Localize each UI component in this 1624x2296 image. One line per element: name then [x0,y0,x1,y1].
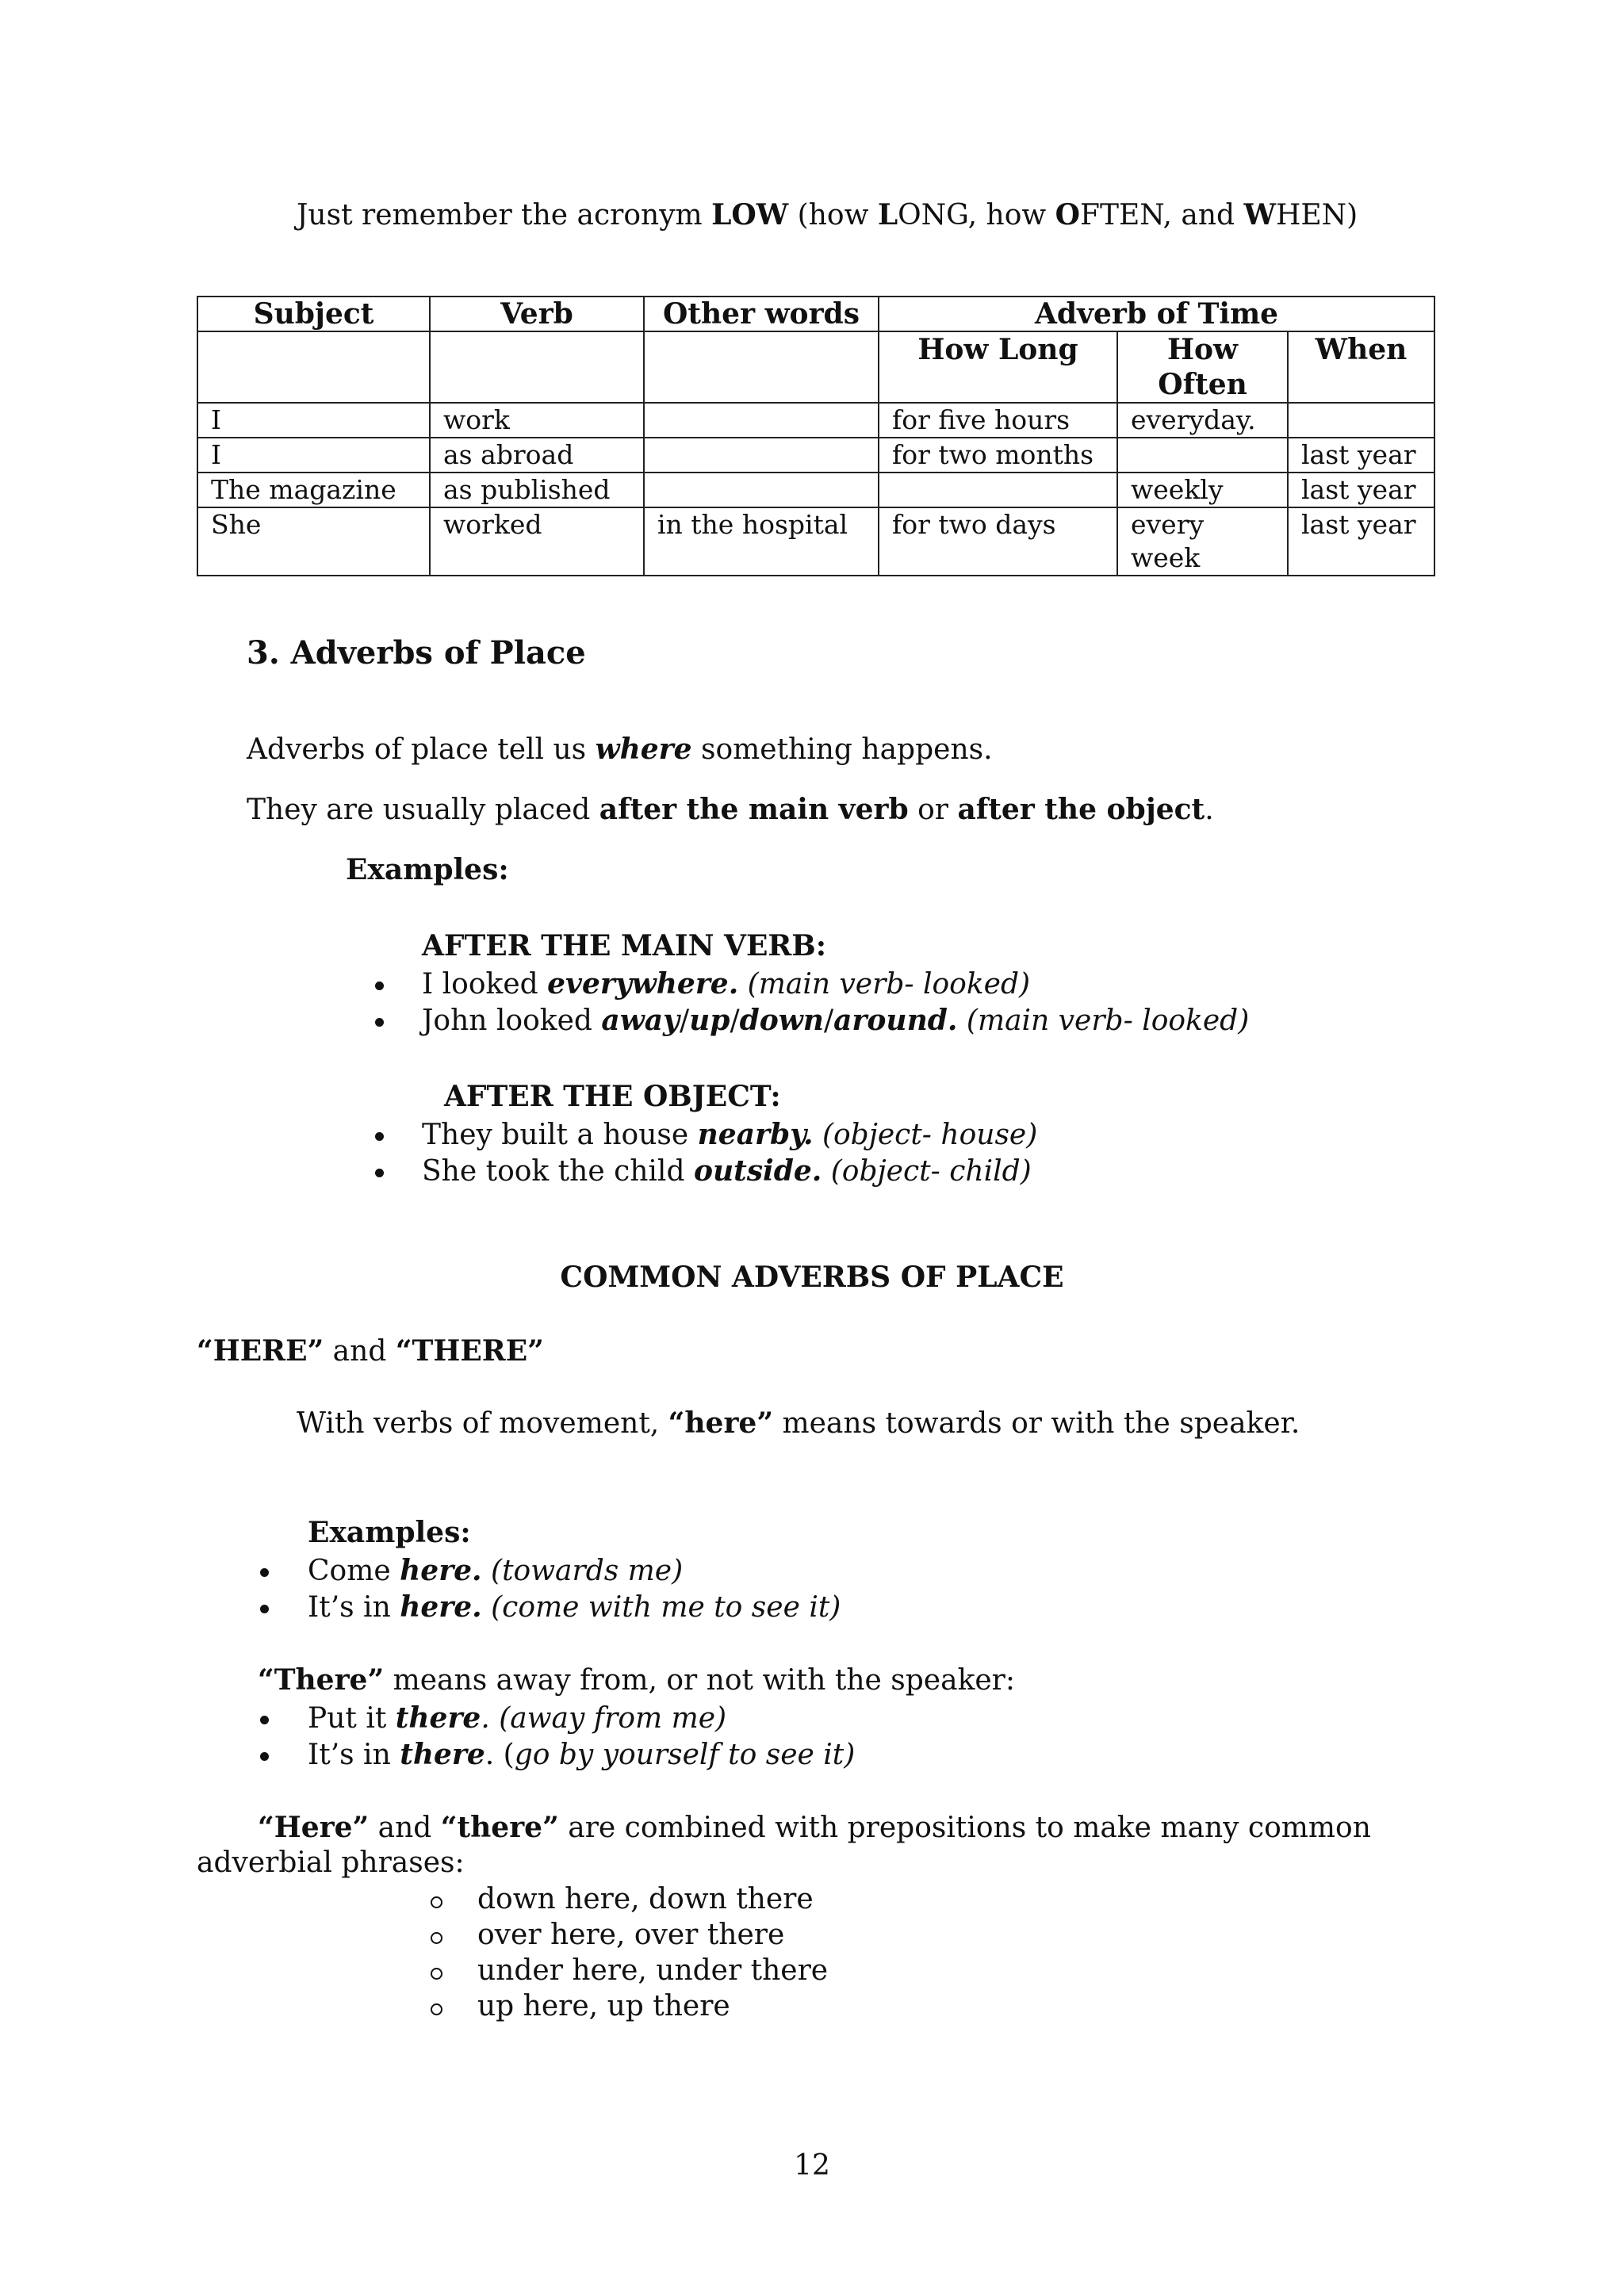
header-blank [644,331,879,403]
list-item: Put it there. (away from me) [308,1701,727,1735]
circle-bullet-icon [431,1968,442,1980]
cell-how-long: for five hours [879,403,1117,438]
cell-how-long: for two months [879,438,1117,473]
subheading-after-main-verb: AFTER THE MAIN VERB: [422,929,827,962]
cell-subject: The magazine [197,473,430,507]
list-item: Come here. (towards me) [308,1554,684,1587]
cell-when [1288,403,1434,438]
page-number: 12 [794,2149,830,2182]
table-row [197,507,1434,576]
header-verb: Verb [430,297,644,331]
paragraph: “Here” and “there” are combined with prepositions to make many common [258,1811,1371,1844]
table-row [197,473,1434,507]
bullet-icon [375,1132,384,1141]
cell-when: last year [1288,473,1434,507]
paragraph: Adverbs of place tell us where something happens. [247,733,993,766]
cell-verb: worked [430,507,644,576]
cell-how-often [1117,438,1288,473]
list-item: under here, under there [477,1954,829,1987]
paragraph: They are usually placed after the main verb or after the object. [247,793,1214,826]
header-how-often: How Often [1117,331,1288,403]
header-blank [430,331,644,403]
list-item: She took the child outside. (object- child) [422,1154,1032,1188]
bullet-icon [260,1716,269,1724]
intro-line: Just remember the acronym LOW (how LONG, how OFTEN, and WHEN) [297,198,1358,232]
header-other-words: Other words [644,297,879,331]
examples-label: Examples: [346,853,509,886]
circle-bullet-icon [431,1896,442,1908]
subheading-here-there: “HERE” and “THERE” [197,1334,544,1368]
list-item: over here, over there [477,1919,785,1951]
paragraph-continuation: adverbial phrases: [197,1846,465,1879]
list-item: They built a house nearby. (object- house) [422,1118,1038,1151]
cell-when: last year [1288,507,1434,576]
subheading-after-object: AFTER THE OBJECT: [444,1080,781,1113]
header-adverb-of-time: Adverb of Time [879,297,1434,331]
cell-how-often: weekly [1117,473,1288,507]
cell-subject: She [197,507,430,576]
cell-how-long: for two days [879,507,1117,576]
cell-subject: I [197,403,430,438]
cell-how-long [879,473,1117,507]
paragraph: “There” means away from, or not with the speaker: [258,1663,1016,1697]
bullet-icon [375,982,384,990]
list-item: It’s in here. (come with me to see it) [308,1590,841,1624]
cell-verb: as published [430,473,644,507]
list-item: up here, up there [477,1990,730,2022]
cell-other [644,403,879,438]
header-blank [197,331,430,403]
header-subject: Subject [197,297,430,331]
bullet-icon [375,1018,384,1027]
cell-other: in the hospital [644,507,879,576]
cell-other [644,438,879,473]
circle-bullet-icon [431,2003,442,2015]
cell-subject: I [197,438,430,473]
cell-how-often: everyday. [1117,403,1288,438]
list-item: I looked everywhere. (main verb- looked) [422,967,1031,1001]
cell-verb: as abroad [430,438,644,473]
adverb-of-time-table [197,296,1435,576]
header-when: When [1288,331,1434,403]
section-heading: COMMON ADVERBS OF PLACE [560,1261,1064,1294]
bullet-icon [260,1568,269,1577]
paragraph: With verbs of movement, “here” means towards or with the speaker. [297,1406,1300,1440]
cell-how-often: every week [1117,507,1288,576]
table-row [197,438,1434,473]
cell-verb: work [430,403,644,438]
examples-label: Examples: [308,1516,471,1549]
list-item: down here, down there [477,1883,814,1915]
list-item: John looked away/up/down/around. (main verb- looked) [422,1004,1250,1037]
bullet-icon [260,1605,269,1613]
cell-other [644,473,879,507]
bullet-icon [375,1169,384,1177]
list-item: It’s in there. (go by yourself to see it) [308,1738,856,1771]
circle-bullet-icon [431,1932,442,1944]
section-heading: 3. Adverbs of Place [247,634,586,672]
cell-when: last year [1288,438,1434,473]
header-how-long: How Long [879,331,1117,403]
table-row [197,403,1434,438]
bullet-icon [260,1752,269,1761]
